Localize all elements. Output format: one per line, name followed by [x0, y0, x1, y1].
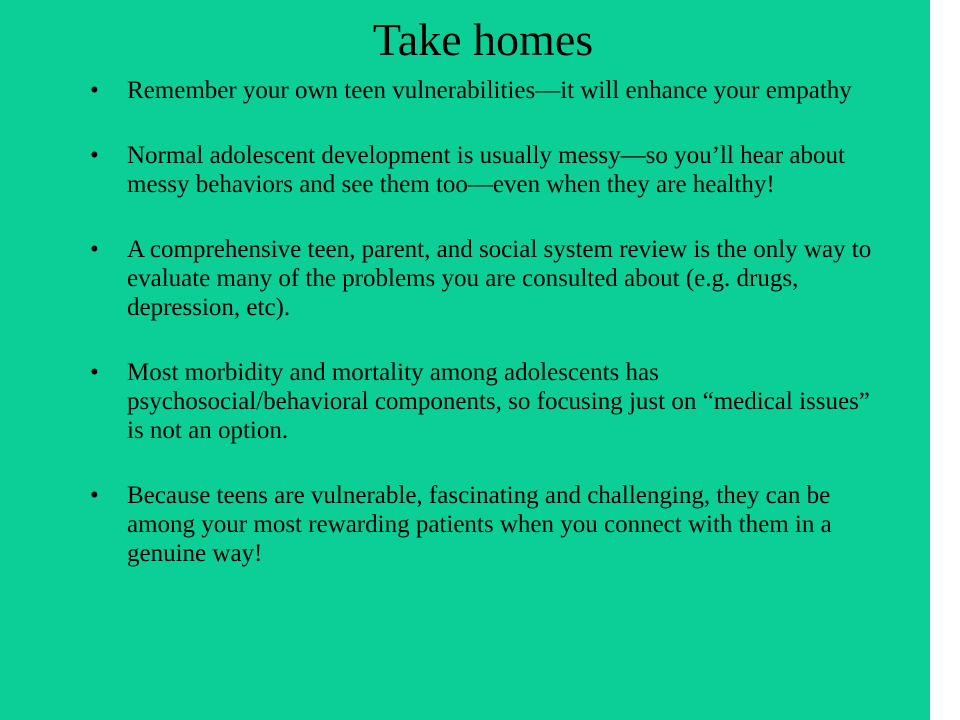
bullet-item — [90, 481, 890, 568]
bullet-item — [90, 235, 890, 322]
bullet-text: Remember your own teen vulnerabilities—it will enhance your empathy — [127, 77, 852, 104]
slide-title: Take homes — [372, 14, 594, 65]
bullet-item — [90, 141, 890, 199]
bullet-item — [90, 76, 890, 105]
bullet-text: Most morbidity and mortality among adolescents has psychosocial/behavioral components, so focusing just on “medical issues” is not an option. — [127, 359, 870, 444]
bullet-list — [90, 76, 890, 604]
bullet-text: Because teens are vulnerable, fascinating and challenging, they can be among your most rewarding patients when you connect with them in a genuine way! — [127, 482, 832, 567]
bullet-dot-icon: • — [90, 236, 99, 263]
bullet-text: Normal adolescent development is usually messy—so you’ll hear about messy behaviors and see them too—even when they are healthy! — [127, 142, 845, 198]
bullet-dot-icon: • — [90, 77, 99, 104]
bullet-text: A comprehensive teen, parent, and social system review is the only way to evaluate many of the problems you are consulted about (e.g. drugs, depression, etc). — [127, 236, 872, 321]
slide-right-margin — [930, 0, 960, 720]
bullet-item — [90, 358, 890, 445]
bullet-dot-icon: • — [90, 142, 99, 169]
bullet-dot-icon: • — [90, 482, 99, 509]
bullet-dot-icon: • — [90, 359, 99, 386]
